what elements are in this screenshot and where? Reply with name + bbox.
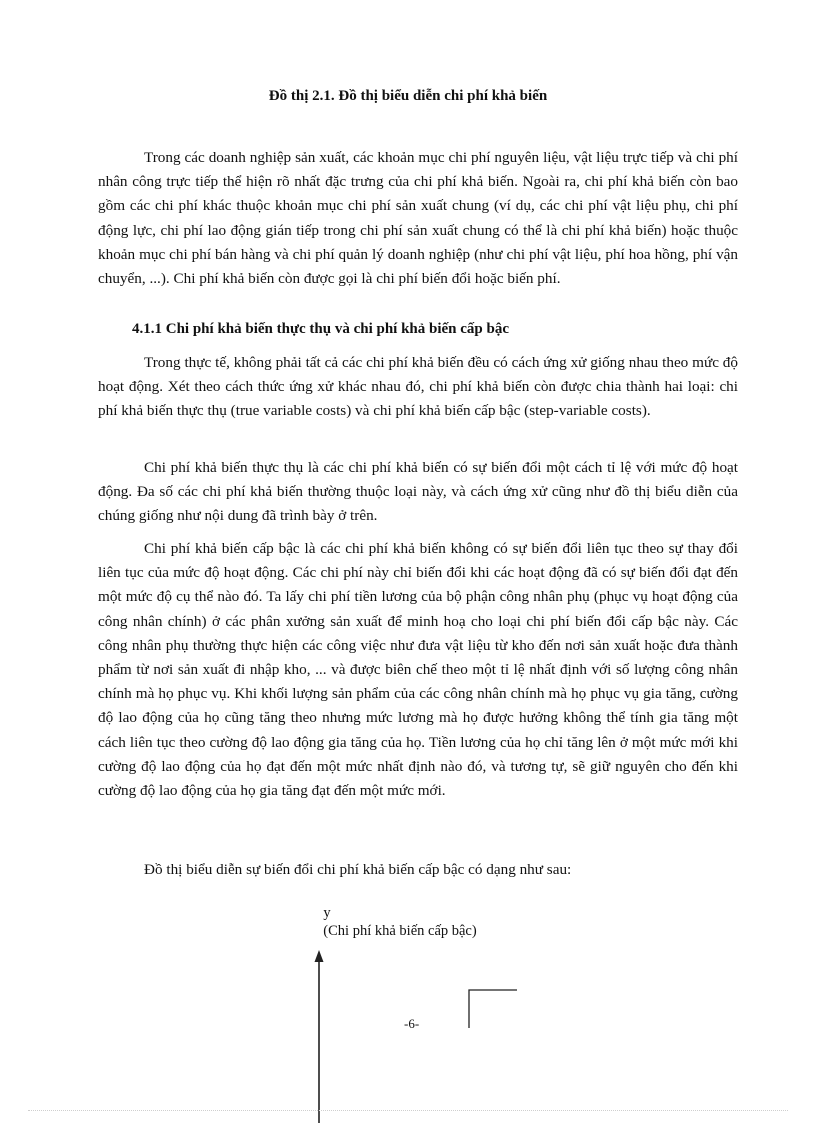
paragraph-text: Đồ thị biểu diễn sự biến đổi chi phí khả biến cấp bậc có dạng như sau: [144,861,572,878]
figure-title: Đồ thị 2.1. Đồ thị biểu diễn chi phí khả biến [268,88,548,104]
page-bottom-divider [28,1110,788,1111]
paragraph-text: Chi phí khả biến thực thụ là các chi phí khả biến có sự biến đổi một cách tỉ lệ với mức độ hoạt động. Đa số các chi phí khả biến thường thuộc loại này, và cách ứng xử cũng như đồ thị biểu diễn của chúng giống như nội dung đã trình bày ở trên. [98,459,738,525]
paragraph-text: Chi phí khả biến cấp bậc là các chi phí khả biến không có sự biến đổi liên tục theo sự thay đổi liên tục của mức độ hoạt động. Các chi phí này chỉ biến đổi khi các hoạt động đã có sự biến đổi đạt đến một mức độ cụ thể nào đó. Ta lấy chi phí tiền lương của bộ phận công nhân phụ (phục vụ hoạt động của công nhân chính) ở các phân xưởng sản xuất để minh hoạ cho loại chi phí biến đổi cấp bậc này. Các công nhân phụ thường thực hiện các công việc như đưa vật liệu từ kho đến nơi sản xuất hoặc đưa thành phẩm từ nơi sản xuất đi nhập kho, ... và được biên chế theo một tỉ lệ nhất định với số lượng công nhân chính mà họ phục vụ. Khi khối lượng sản phẩm của các công nhân chính mà họ phục vụ gia tăng, cường độ lao động của họ cũng tăng theo nhưng mức lương mà họ được hưởng không thể tính gia tăng một cách liên tục theo cường độ lao động gia tăng của họ. Tiền lương của họ chỉ tăng lên ở một mức mới khi cường độ lao động của họ đạt đến một mức nhất định nào đó, và tương tự, sẽ giữ nguyên cho đến khi cường độ lao động của họ gia tăng đạt đến một mức mới. [98,540,738,800]
page-number: -6- [404,1016,420,1031]
y-axis-letter: y [323,905,331,921]
paragraph-text: Trong thực tế, không phải tất cả các chi phí khả biến đều có cách ứng xử giống nhau theo mức độ hoạt động. Xét theo cách thức ứng xử khác nhau đó, chi phí khả biến còn được chia thành hai loại: chi phí khả biến thực thụ (true variable costs) và chi phí khả biến cấp bậc (step-variable costs). [98,354,738,420]
y-axis-label: (Chi phí khả biến cấp bậc) [323,923,477,939]
step-line [469,990,517,1028]
paragraph-text: Trong các doanh nghiệp sản xuất, các khoản mục chi phí nguyên liệu, vật liệu trực tiếp và chi phí nhân công trực tiếp thể hiện rõ nhất đặc trưng của chi phí khả biến. Ngoài ra, chi phí khả biến còn bao gồm các chi phí khác thuộc khoản mục chi phí sản xuất chung (ví dụ, các chi phí vật liệu phụ, chi phí động lực, chi phí lao động gián tiếp trong chi phí sản xuất chung có thể là chi phí khả biến) hoặc thuộc khoản mục chi phí bán hàng và chi phí quản lý doanh nghiệp (như chi phí vật liệu, phí hoa hồng, phí vận chuyển, ...). Chi phí khả biến còn được gọi là chi phí biến đổi hoặc biến phí. [98,149,738,288]
section-heading: 4.1.1 Chi phí khả biến thực thụ và chi phí khả biến cấp bậc [132,321,510,337]
y-axis-arrowhead [315,950,324,962]
